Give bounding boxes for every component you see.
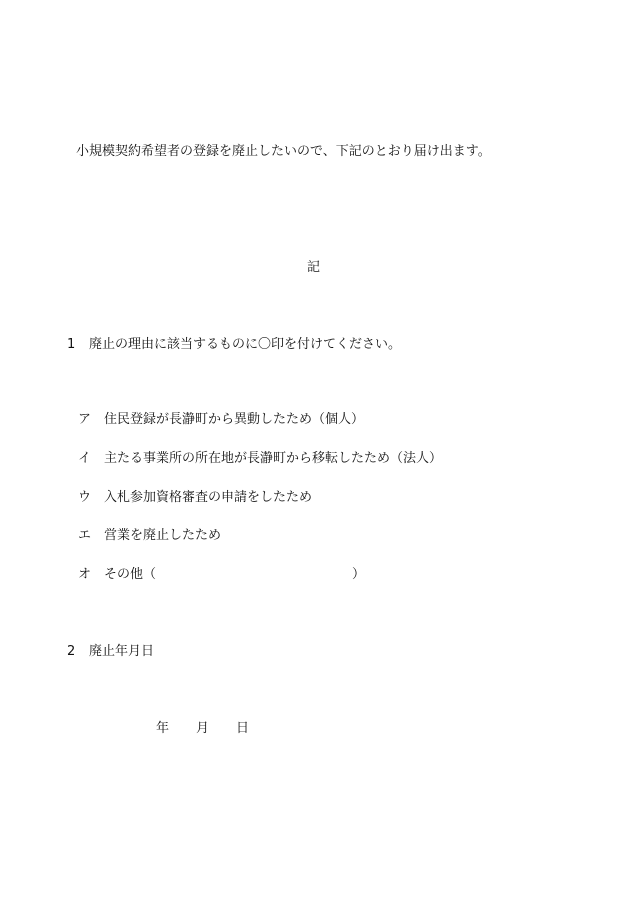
option-e — [78, 527, 221, 545]
option-e-text: 営業を廃止したため — [104, 528, 222, 543]
option-a-mark: ア — [78, 412, 92, 427]
option-o — [78, 566, 365, 584]
option-u-text: 入札参加資格審査の申請をしたため — [104, 490, 313, 505]
option-o-mark: オ — [78, 567, 92, 582]
option-e-mark: エ — [78, 528, 92, 543]
section-2-heading — [67, 643, 154, 661]
section-2-number: 2 — [67, 644, 76, 659]
abolition-date — [156, 720, 249, 738]
date-month-label: 月 — [196, 721, 210, 736]
intro-text: 小規模契約希望者の登録を廃止したいので、下記のとおり届け出ます。 — [76, 144, 491, 159]
section-1-heading — [67, 336, 401, 354]
option-u-mark: ウ — [78, 490, 92, 505]
option-i-text: 主たる事業所の所在地が長瀞町から移転したため（法人） — [104, 451, 443, 466]
date-day-label: 日 — [236, 721, 250, 736]
option-o-close: ） — [352, 567, 366, 582]
option-i-mark: イ — [78, 451, 92, 466]
date-year-label: 年 — [156, 721, 170, 736]
option-a-text: 住民登録が長瀞町から異動したため（個人） — [104, 412, 365, 427]
option-a — [78, 411, 364, 429]
option-o-text: その他（ — [104, 567, 157, 582]
option-i — [78, 450, 442, 468]
section-2-title: 廃止年月日 — [89, 644, 155, 659]
section-1-title: 廃止の理由に該当するものに〇印を付けてください。 — [89, 337, 402, 352]
ki-heading: 記 — [307, 260, 321, 275]
section-1-number: 1 — [67, 337, 76, 352]
option-u — [78, 489, 312, 507]
